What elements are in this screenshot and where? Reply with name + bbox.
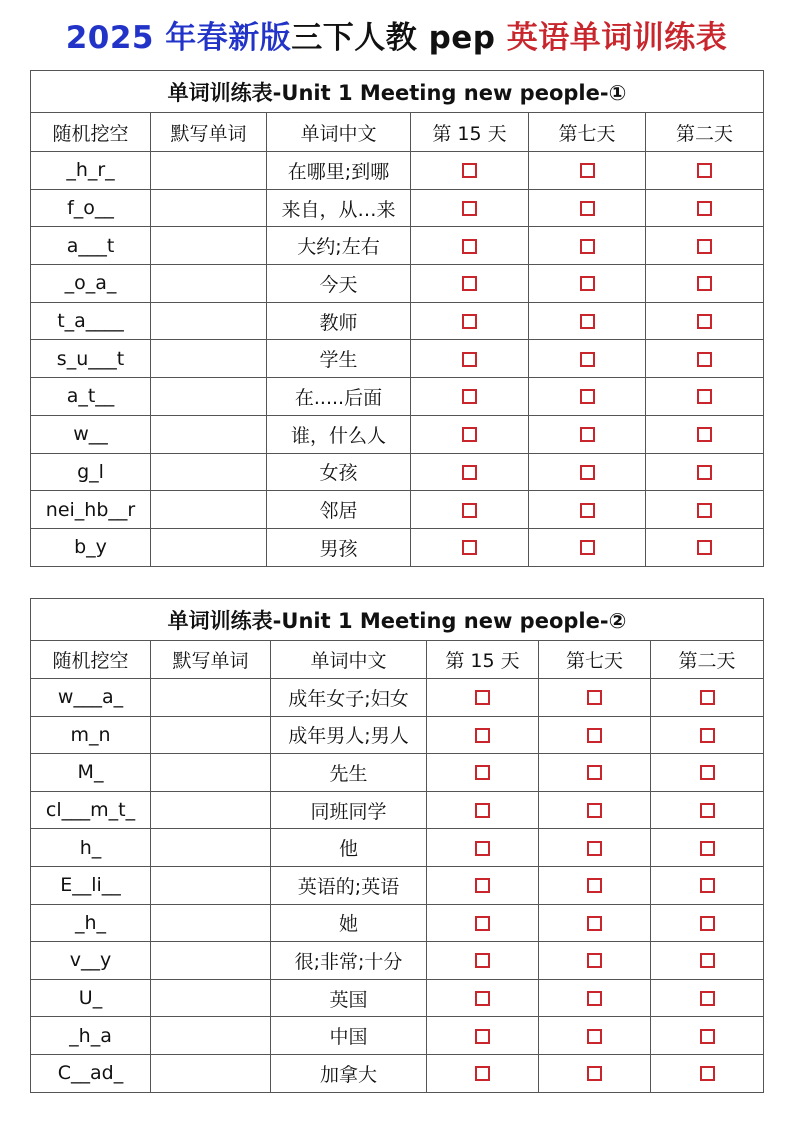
page-title [0, 18, 793, 58]
checkbox-cell-day-7 [539, 829, 651, 867]
chinese-meaning-cell: 谁，什么人 [267, 415, 411, 453]
table-row [31, 528, 764, 566]
table-row [31, 453, 764, 491]
table-row [31, 866, 764, 904]
dictation-cell[interactable] [151, 679, 271, 717]
page-title-edition: 三下人教 pep [291, 20, 507, 56]
dictation-cell[interactable] [151, 453, 267, 491]
checkbox-icon[interactable] [587, 953, 602, 968]
checkbox-cell-day-15 [411, 227, 529, 265]
chinese-meaning-cell: 她 [271, 904, 427, 942]
chinese-meaning-cell: 女孩 [267, 453, 411, 491]
blank-word-cell: b_y [31, 528, 151, 566]
dictation-cell[interactable] [151, 265, 267, 303]
chinese-meaning-cell: 英语的;英语 [271, 866, 427, 904]
checkbox-icon[interactable] [462, 314, 477, 329]
checkbox-icon[interactable] [580, 276, 595, 291]
table-row [31, 227, 764, 265]
checkbox-cell-day-7 [539, 791, 651, 829]
table-row [31, 415, 764, 453]
chinese-meaning-cell: 中国 [271, 1017, 427, 1055]
blank-word-cell: t_a____ [31, 302, 151, 340]
checkbox-icon[interactable] [475, 991, 490, 1006]
checkbox-icon[interactable] [700, 690, 715, 705]
header-chinese: 单词中文 [267, 113, 411, 152]
blank-word-cell: v__y [31, 942, 151, 980]
chinese-meaning-cell: 教师 [267, 302, 411, 340]
chinese-meaning-cell: 成年男人;男人 [271, 716, 427, 754]
checkbox-icon[interactable] [700, 765, 715, 780]
checkbox-icon[interactable] [697, 239, 712, 254]
table-row [31, 340, 764, 378]
checkbox-icon[interactable] [587, 765, 602, 780]
chinese-meaning-cell: 成年女子;妇女 [271, 679, 427, 717]
table-row [31, 979, 764, 1017]
blank-word-cell: _h_ [31, 904, 151, 942]
checkbox-icon[interactable] [700, 1029, 715, 1044]
checkbox-cell-day-2 [646, 415, 764, 453]
checkbox-cell-day-2 [646, 528, 764, 566]
header-row [31, 113, 764, 152]
checkbox-icon[interactable] [587, 916, 602, 931]
checkbox-icon[interactable] [700, 841, 715, 856]
checkbox-cell-day-7 [539, 1017, 651, 1055]
checkbox-cell-day-7 [529, 491, 646, 529]
dictation-cell[interactable] [151, 491, 267, 529]
checkbox-cell-day-15 [427, 829, 539, 867]
checkbox-icon[interactable] [697, 427, 712, 442]
table-row [31, 829, 764, 867]
dictation-cell[interactable] [151, 754, 271, 792]
checkbox-icon[interactable] [475, 878, 490, 893]
checkbox-icon[interactable] [580, 163, 595, 178]
checkbox-icon[interactable] [475, 803, 490, 818]
table-row [31, 679, 764, 717]
checkbox-cell-day-7 [529, 265, 646, 303]
checkbox-cell-day-2 [651, 904, 764, 942]
checkbox-cell-day-2 [651, 1017, 764, 1055]
blank-word-cell: cl___m_t_ [31, 791, 151, 829]
checkbox-cell-day-15 [427, 754, 539, 792]
checkbox-icon[interactable] [697, 389, 712, 404]
blank-word-cell: h_ [31, 829, 151, 867]
checkbox-icon[interactable] [700, 803, 715, 818]
dictation-cell[interactable] [151, 340, 267, 378]
header-day-2: 第二天 [646, 113, 764, 152]
checkbox-icon[interactable] [580, 201, 595, 216]
blank-word-cell: nei_hb__r [31, 491, 151, 529]
checkbox-cell-day-15 [411, 152, 529, 190]
checkbox-cell-day-2 [646, 491, 764, 529]
worksheet-table-1 [30, 70, 764, 567]
checkbox-cell-day-7 [539, 979, 651, 1017]
dictation-cell[interactable] [151, 866, 271, 904]
checkbox-cell-day-2 [651, 679, 764, 717]
checkbox-cell-day-15 [427, 1017, 539, 1055]
blank-word-cell: C__ad_ [31, 1054, 151, 1092]
blank-word-cell: _h_r_ [31, 152, 151, 190]
checkbox-cell-day-7 [539, 904, 651, 942]
dictation-cell[interactable] [151, 1054, 271, 1092]
checkbox-icon[interactable] [462, 163, 477, 178]
checkbox-cell-day-7 [529, 415, 646, 453]
checkbox-cell-day-15 [411, 302, 529, 340]
checkbox-cell-day-15 [427, 1054, 539, 1092]
checkbox-cell-day-15 [411, 491, 529, 529]
checkbox-icon[interactable] [587, 991, 602, 1006]
header-row [31, 641, 764, 679]
checkbox-icon[interactable] [475, 728, 490, 743]
checkbox-cell-day-7 [529, 152, 646, 190]
dictation-cell[interactable] [151, 528, 267, 566]
checkbox-cell-day-15 [427, 791, 539, 829]
checkbox-cell-day-2 [646, 227, 764, 265]
checkbox-cell-day-7 [539, 716, 651, 754]
blank-word-cell: s_u___t [31, 340, 151, 378]
dictation-cell[interactable] [151, 904, 271, 942]
chinese-meaning-cell: 加拿大 [271, 1054, 427, 1092]
checkbox-icon[interactable] [700, 1066, 715, 1081]
checkbox-icon[interactable] [697, 465, 712, 480]
checkbox-cell-day-2 [646, 302, 764, 340]
checkbox-cell-day-2 [651, 979, 764, 1017]
dictation-cell[interactable] [151, 152, 267, 190]
checkbox-icon[interactable] [462, 352, 477, 367]
checkbox-icon[interactable] [462, 540, 477, 555]
blank-word-cell: E__li__ [31, 866, 151, 904]
checkbox-icon[interactable] [462, 239, 477, 254]
blank-word-cell: _o_a_ [31, 265, 151, 303]
dictation-cell[interactable] [151, 415, 267, 453]
checkbox-cell-day-7 [539, 866, 651, 904]
checkbox-icon[interactable] [700, 728, 715, 743]
dictation-cell[interactable] [151, 378, 267, 416]
dictation-cell[interactable] [151, 227, 267, 265]
checkbox-cell-day-7 [539, 1054, 651, 1092]
checkbox-cell-day-2 [651, 942, 764, 980]
worksheet-table-2 [30, 598, 764, 1093]
checkbox-cell-day-15 [411, 340, 529, 378]
chinese-meaning-cell: 很;非常;十分 [271, 942, 427, 980]
checkbox-icon[interactable] [580, 314, 595, 329]
chinese-meaning-cell: 来自，从…来 [267, 189, 411, 227]
blank-word-cell: f_o__ [31, 189, 151, 227]
checkbox-icon[interactable] [580, 503, 595, 518]
checkbox-icon[interactable] [587, 803, 602, 818]
checkbox-cell-day-15 [427, 942, 539, 980]
blank-word-cell: m_n [31, 716, 151, 754]
checkbox-cell-day-2 [646, 378, 764, 416]
table-row [31, 942, 764, 980]
dictation-cell[interactable] [151, 716, 271, 754]
checkbox-cell-day-2 [651, 791, 764, 829]
page-title-subject: 英语单词训练表 [506, 20, 728, 56]
chinese-meaning-cell: 今天 [267, 265, 411, 303]
checkbox-cell-day-7 [529, 302, 646, 340]
checkbox-icon[interactable] [475, 841, 490, 856]
checkbox-cell-day-7 [529, 528, 646, 566]
checkbox-icon[interactable] [462, 201, 477, 216]
blank-word-cell: g_l [31, 453, 151, 491]
checkbox-cell-day-15 [411, 415, 529, 453]
checkbox-cell-day-15 [411, 265, 529, 303]
checkbox-cell-day-2 [646, 152, 764, 190]
checkbox-icon[interactable] [462, 427, 477, 442]
checkbox-cell-day-15 [411, 189, 529, 227]
table-row [31, 791, 764, 829]
table-row [31, 904, 764, 942]
checkbox-icon[interactable] [475, 953, 490, 968]
checkbox-cell-day-7 [539, 942, 651, 980]
checkbox-icon[interactable] [462, 389, 477, 404]
checkbox-cell-day-15 [427, 904, 539, 942]
checkbox-cell-day-7 [529, 378, 646, 416]
checkbox-cell-day-15 [427, 866, 539, 904]
checkbox-icon[interactable] [700, 991, 715, 1006]
table-row [31, 1017, 764, 1055]
table-title: 单词训练表-Unit 1 Meeting new people-② [31, 599, 764, 641]
checkbox-cell-day-2 [651, 829, 764, 867]
checkbox-icon[interactable] [587, 1029, 602, 1044]
checkbox-icon[interactable] [580, 389, 595, 404]
blank-word-cell: _h_a [31, 1017, 151, 1055]
checkbox-icon[interactable] [475, 1029, 490, 1044]
checkbox-icon[interactable] [462, 465, 477, 480]
table-row [31, 302, 764, 340]
checkbox-icon[interactable] [475, 765, 490, 780]
header-day-15: 第 15 天 [427, 641, 539, 679]
checkbox-cell-day-2 [646, 189, 764, 227]
checkbox-icon[interactable] [587, 878, 602, 893]
page-title-year: 2025 年春新版 [65, 20, 292, 56]
table-row [31, 754, 764, 792]
blank-word-cell: U_ [31, 979, 151, 1017]
checkbox-icon[interactable] [697, 314, 712, 329]
table-row [31, 491, 764, 529]
checkbox-icon[interactable] [697, 201, 712, 216]
checkbox-icon[interactable] [700, 878, 715, 893]
checkbox-icon[interactable] [587, 841, 602, 856]
header-dictation: 默写单词 [151, 641, 271, 679]
checkbox-icon[interactable] [700, 953, 715, 968]
dictation-cell[interactable] [151, 1017, 271, 1055]
chinese-meaning-cell: 在哪里;到哪 [267, 152, 411, 190]
blank-word-cell: w___a_ [31, 679, 151, 717]
dictation-cell[interactable] [151, 302, 267, 340]
checkbox-cell-day-7 [529, 453, 646, 491]
checkbox-cell-day-2 [646, 453, 764, 491]
checkbox-icon[interactable] [587, 728, 602, 743]
dictation-cell[interactable] [151, 791, 271, 829]
checkbox-icon[interactable] [462, 503, 477, 518]
blank-word-cell: M_ [31, 754, 151, 792]
checkbox-cell-day-2 [651, 866, 764, 904]
header-chinese: 单词中文 [271, 641, 427, 679]
header-random-blank: 随机挖空 [31, 641, 151, 679]
blank-word-cell: w__ [31, 415, 151, 453]
checkbox-icon[interactable] [580, 239, 595, 254]
checkbox-cell-day-2 [651, 1054, 764, 1092]
checkbox-cell-day-15 [411, 378, 529, 416]
dictation-cell[interactable] [151, 189, 267, 227]
header-random-blank: 随机挖空 [31, 113, 151, 152]
checkbox-cell-day-15 [427, 679, 539, 717]
checkbox-cell-day-2 [646, 340, 764, 378]
checkbox-cell-day-7 [529, 340, 646, 378]
checkbox-icon[interactable] [475, 916, 490, 931]
checkbox-icon[interactable] [697, 163, 712, 178]
dictation-cell[interactable] [151, 942, 271, 980]
checkbox-cell-day-7 [539, 679, 651, 717]
checkbox-icon[interactable] [587, 1066, 602, 1081]
header-dictation: 默写单词 [151, 113, 267, 152]
checkbox-icon[interactable] [697, 276, 712, 291]
table-row [31, 716, 764, 754]
checkbox-cell-day-2 [646, 265, 764, 303]
table-row [31, 265, 764, 303]
chinese-meaning-cell: 先生 [271, 754, 427, 792]
header-day-7: 第七天 [529, 113, 646, 152]
table-title: 单词训练表-Unit 1 Meeting new people-① [31, 71, 764, 113]
checkbox-icon[interactable] [580, 465, 595, 480]
header-day-7: 第七天 [539, 641, 651, 679]
table-row [31, 152, 764, 190]
chinese-meaning-cell: 在.....后面 [267, 378, 411, 416]
checkbox-cell-day-15 [411, 453, 529, 491]
table-row [31, 189, 764, 227]
chinese-meaning-cell: 英国 [271, 979, 427, 1017]
dictation-cell[interactable] [151, 979, 271, 1017]
checkbox-icon[interactable] [700, 916, 715, 931]
checkbox-icon[interactable] [697, 540, 712, 555]
blank-word-cell: a_t__ [31, 378, 151, 416]
header-day-2: 第二天 [651, 641, 764, 679]
checkbox-icon[interactable] [580, 540, 595, 555]
table-row [31, 378, 764, 416]
checkbox-icon[interactable] [580, 427, 595, 442]
chinese-meaning-cell: 学生 [267, 340, 411, 378]
chinese-meaning-cell: 同班同学 [271, 791, 427, 829]
dictation-cell[interactable] [151, 829, 271, 867]
checkbox-icon[interactable] [475, 1066, 490, 1081]
checkbox-cell-day-7 [529, 227, 646, 265]
checkbox-cell-day-2 [651, 754, 764, 792]
checkbox-icon[interactable] [697, 352, 712, 367]
chinese-meaning-cell: 大约;左右 [267, 227, 411, 265]
chinese-meaning-cell: 他 [271, 829, 427, 867]
chinese-meaning-cell: 男孩 [267, 528, 411, 566]
blank-word-cell: a___t [31, 227, 151, 265]
checkbox-icon[interactable] [580, 352, 595, 367]
checkbox-cell-day-7 [539, 754, 651, 792]
checkbox-icon[interactable] [475, 690, 490, 705]
checkbox-icon[interactable] [462, 276, 477, 291]
checkbox-cell-day-2 [651, 716, 764, 754]
table-row [31, 1054, 764, 1092]
checkbox-cell-day-15 [427, 716, 539, 754]
checkbox-icon[interactable] [697, 503, 712, 518]
checkbox-cell-day-15 [411, 528, 529, 566]
checkbox-cell-day-7 [529, 189, 646, 227]
checkbox-cell-day-15 [427, 979, 539, 1017]
header-day-15: 第 15 天 [411, 113, 529, 152]
chinese-meaning-cell: 邻居 [267, 491, 411, 529]
checkbox-icon[interactable] [587, 690, 602, 705]
